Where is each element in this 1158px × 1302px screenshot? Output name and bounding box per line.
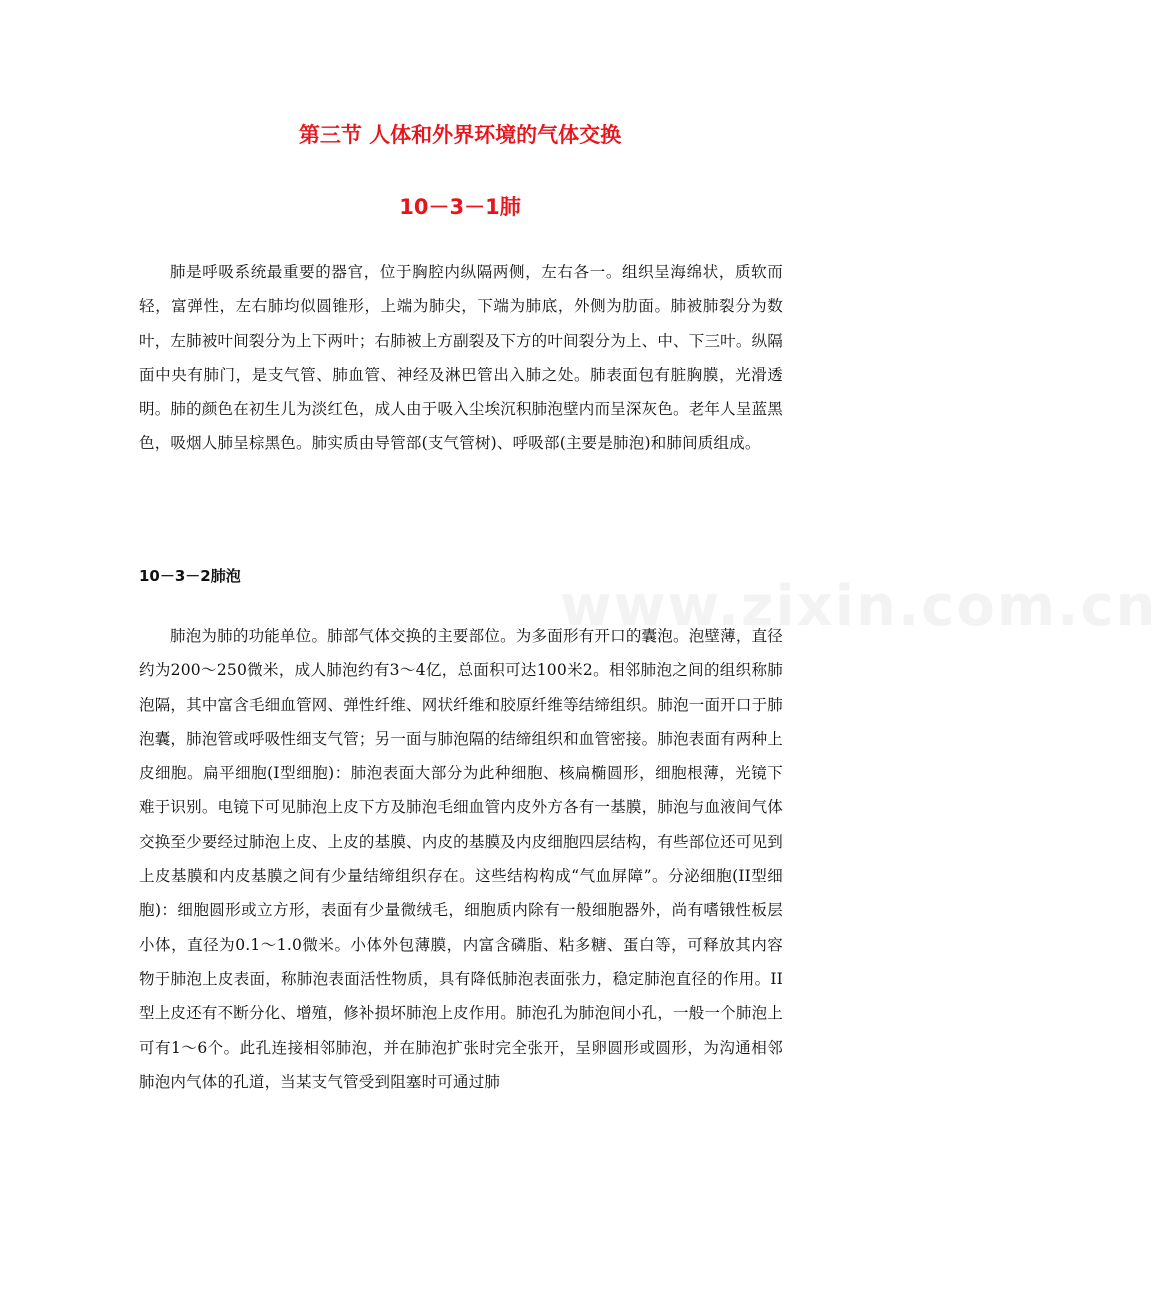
watermark: www.zixin.com.cn — [560, 574, 1158, 639]
section-heading-alveoli: 10－3－2肺泡 — [139, 567, 241, 585]
paragraph-alveoli: 肺泡为肺的功能单位。肺部气体交换的主要部位。为多面形有开口的囊泡。泡壁薄，直径约为200～250微米，成人肺泡约有3～4亿，总面积可达100米2。相邻肺泡之间的组织称肺泡隔，其中富含毛细血管网、弹性纤维、网状纤维和胶原纤维等结缔组织。肺泡一面开口于肺泡囊，肺泡管或呼吸性细支气管；另一面与肺泡隔的结缔组织和血管密接。肺泡表面有两种上皮细胞。扁平细胞(I型细胞)：肺泡表面大部分为此种细胞、核扁椭圆形，细胞根薄，光镜下难于识别。电镜下可见肺泡上皮下方及肺泡毛细血管内皮外方各有一基膜，肺泡与血液间气体交换至少要经过肺泡上皮、上皮的基膜、内皮的基膜及内皮细胞四层结构，有些部位还可见到上皮基膜和内皮基膜之间有少量结缔组织存在。这些结构构成“气血屏障”。分泌细胞(II型细胞)：细胞圆形或立方形，表面有少量微绒毛，细胞质内除有一般细胞器外，尚有嗜锇性板层小体，直径为0.1～1.0微米。小体外包薄膜，内富含磷脂、粘多糖、蛋白等，可释放其内容物于肺泡上皮表面，称肺泡表面活性物质，具有降低肺泡表面张力，稳定肺泡直径的作用。II型上皮还有不断分化、增殖，修补损坏肺泡上皮作用。肺泡孔为肺泡间小孔，一般一个肺泡上可有1～6个。此孔连接相邻肺泡，并在肺泡扩张时完全张开，呈卵圆形或圆形，为沟通相邻肺泡内气体的孔道，当某支气管受到阻塞时可通过肺 — [139, 627, 783, 1091]
paragraph-lung: 肺是呼吸系统最重要的器官，位于胸腔内纵隔两侧，左右各一。组织呈海绵状，质软而轻，富弹性，左右肺均似圆锥形，上端为肺尖，下端为肺底，外侧为肋面。肺被肺裂分为数叶，左肺被叶间裂分为上下两叶；右肺被上方副裂及下方的叶间裂分为上、中、下三叶。纵隔面中央有肺门，是支气管、肺血管、神经及淋巴管出入肺之处。肺表面包有脏胸膜，光滑透明。肺的颜色在初生儿为淡红色，成人由于吸入尘埃沉积肺泡壁内而呈深灰色。老年人呈蓝黑色，吸烟人肺呈棕黑色。肺实质由导管部(支气管树)、呼吸部(主要是肺泡)和肺间质组成。 — [139, 263, 783, 453]
section-subtitle-lung: 10－3－1肺 — [399, 195, 521, 219]
page-title: 第三节 人体和外界环境的气体交换 — [298, 123, 622, 147]
